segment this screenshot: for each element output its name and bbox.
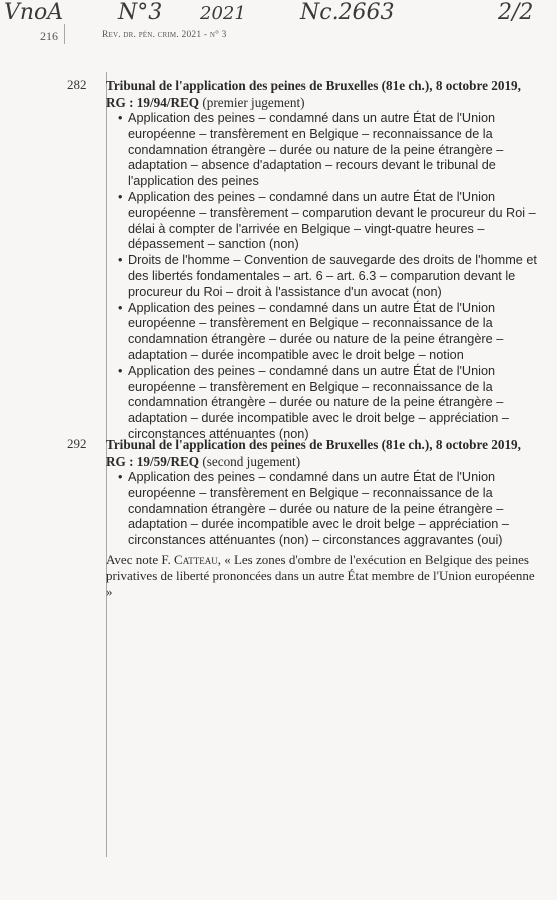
- bullet-icon: •: [118, 253, 123, 268]
- page-header: [40, 28, 540, 46]
- entry-number: 292: [67, 436, 87, 451]
- note-prefix: Avec note F.: [106, 552, 171, 567]
- entry-qualifier: (second jugement): [202, 454, 301, 469]
- list-item: • Droits de l'homme – Convention de sauvegarde des droits de l'homme et des libertés fondamentales – art. 6 – art. 6.3 – comparution devant le procureur du Roi – droit à l'assistance d'un avocat (non): [118, 253, 537, 299]
- bullet-icon: •: [118, 470, 123, 484]
- entry-number: 282: [67, 77, 87, 92]
- handwritten-reference: Nc.2663: [300, 0, 395, 25]
- bullet-icon: •: [118, 363, 123, 378]
- entry-title-text: Tribunal de l'application des peines de Bruxelles (81e ch.), 8 octobre 2019, RG : 19/59/REQ: [106, 437, 521, 469]
- handwritten-pages: 2/2: [498, 0, 534, 25]
- handwritten-left: VnoA: [4, 0, 64, 25]
- bullet-icon: •: [118, 189, 123, 204]
- running-head: Rev. dr. pén. crim. 2021 - n° 3: [102, 30, 227, 40]
- list-item: • Application des peines – condamné dans un autre État de l'Union européenne – transfèrement en Belgique – reconnaissance de la condamnation étrangère – durée ou nature de la peine étrangère – adaptation – durée incompatible avec le droit belge – appréciation – circonstances atténuantes (non) – circonstances aggravantes (oui): [118, 470, 509, 548]
- handwritten-year: 2021: [200, 3, 246, 24]
- entry-title: [106, 77, 540, 111]
- header-divider: [64, 24, 65, 44]
- handwritten-number: N°3: [118, 0, 163, 25]
- list-item: • Application des peines – condamné dans un autre État de l'Union européenne – transfèrement – comparution devant le procureur du Roi – délai à compter de l'arrivée en Belgique – vingt-quatre heures – dépassement – sanction (non): [118, 189, 536, 252]
- editorial-note: [106, 552, 538, 600]
- page-number: 216: [40, 29, 58, 43]
- bullet-icon: •: [118, 111, 123, 125]
- entry-title: [106, 436, 540, 470]
- bullet-icon: •: [118, 300, 123, 315]
- entry-282: [40, 77, 540, 443]
- entry-qualifier: (premier jugement): [202, 95, 305, 110]
- keyword-list: [106, 111, 540, 443]
- list-item: • Application des peines – condamné dans un autre État de l'Union européenne – transfèrement en Belgique – reconnaissance de la condamnation étrangère – durée ou nature de la peine étrangère – adaptation – durée incompatible avec le droit belge – appréciation – circonstances atténuantes (non): [118, 363, 509, 441]
- list-item: • Application des peines – condamné dans un autre État de l'Union européenne – transfèrement en Belgique – reconnaissance de la condamnation étrangère – durée ou nature de la peine étrangère – adaptation – durée incompatible avec le droit belge – notion: [118, 300, 504, 362]
- note-text: , « Les zones d'ombre de l'exécution en Belgique des peines privatives de liberté prononcées dans un autre État membre de l'Union européenne »: [106, 552, 535, 599]
- entry-title-text: Tribunal de l'application des peines de Bruxelles (81e ch.), 8 octobre 2019, RG : 19/94/REQ: [106, 78, 521, 110]
- note-author: Catteau: [174, 552, 218, 567]
- entry-292: [40, 436, 540, 549]
- keyword-list: [106, 470, 540, 549]
- handwritten-annotation: [0, 0, 557, 26]
- list-item: • Application des peines – condamné dans un autre État de l'Union européenne – transfèrement en Belgique – reconnaissance de la condamnation étrangère – durée ou nature de la peine étrangère – adaptation – absence d'adaptation – recours devant le tribunal de l'application des peines: [118, 111, 504, 189]
